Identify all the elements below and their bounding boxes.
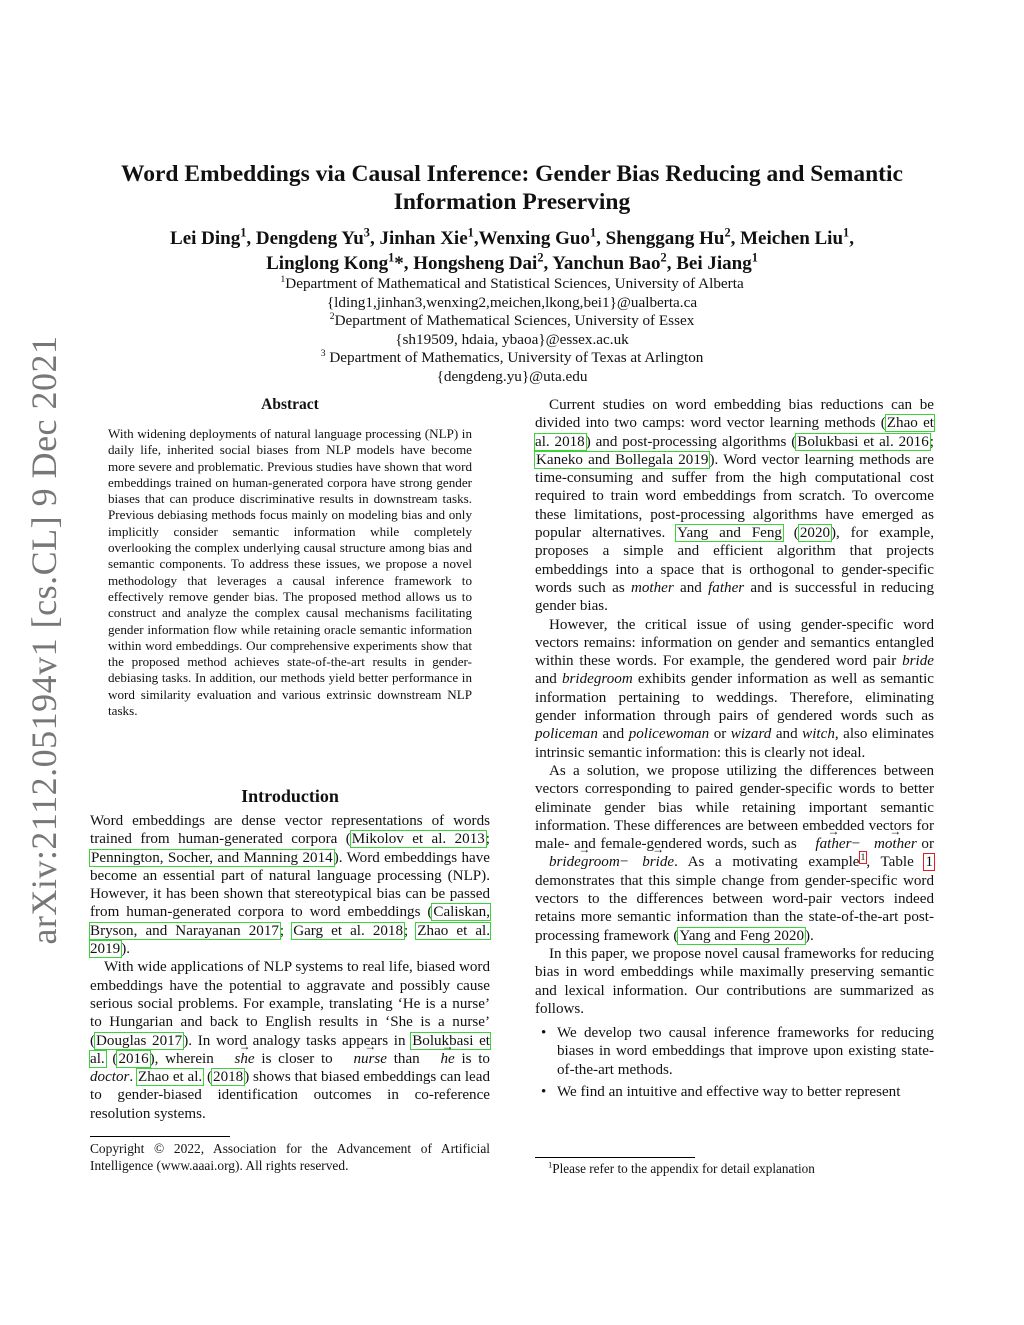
citation-link[interactable]: Pennington, Socher, and Manning 2014 xyxy=(91,849,333,866)
affiliation-email: {lding1,jinhan3,wenxing2,meichen,lkong,bei1}@ualberta.ca xyxy=(326,293,698,311)
citation-link[interactable]: Bolukbasi et al. xyxy=(90,1032,490,1067)
author-name: , Jinhan Xie xyxy=(369,228,468,249)
citation-link[interactable]: Kaneko and Bollegala 2019 xyxy=(536,451,709,468)
text: and is successful in reducing gender bias. xyxy=(535,579,934,615)
italic-term: policeman xyxy=(535,726,598,743)
footnote-divider xyxy=(535,1157,695,1158)
vector-term: → he xyxy=(426,1050,454,1068)
text: ), wherein xyxy=(149,1050,221,1067)
citation-link[interactable]: Zhao et al. 2018 xyxy=(535,415,934,450)
text: Current studies on word embedding bias reductions can be divided into two camps: word vector learning methods ( xyxy=(535,397,934,432)
italic-term: father xyxy=(708,579,745,596)
text: demonstrates that this simple change from gender-specific word vectors to the differences between word-pair vectors indeed retains more semantic information than the state-of-the-art post-processing framework ( xyxy=(535,872,934,944)
text: ). In word analogy tasks appears in xyxy=(183,1032,412,1049)
citation-link[interactable]: 2016 xyxy=(118,1050,149,1067)
copyright-divider xyxy=(90,1136,230,1137)
text: As a solution, we propose utilizing the differences between vectors corresponding to paired gender-specific words to better eliminate gender bias while retaining important semantic information. These differences are between embedded vectors for male- and female-gendered words, such as xyxy=(535,762,934,853)
author-list xyxy=(90,226,934,276)
section-heading-introduction: Introduction xyxy=(241,786,339,806)
text: ). xyxy=(121,941,130,958)
copyright-notice: Copyright © 2022, Association for the Advancement of Artificial Intelligence (www.aaai.org). All rights reserved. xyxy=(90,1141,490,1173)
vector-term: → she xyxy=(221,1050,255,1068)
text: ) shows that biased embeddings can lead to gender-biased identification outcomes in co-reference resolution systems. xyxy=(90,1069,490,1122)
citation-link[interactable]: Zhao et al. 2019 xyxy=(90,922,490,958)
abstract-body xyxy=(108,426,472,719)
abstract-heading: Abstract xyxy=(261,396,319,413)
affil-mark: 2 xyxy=(329,310,335,322)
italic-term: policewoman xyxy=(628,726,710,743)
citation-link[interactable]: 2018 xyxy=(213,1069,244,1086)
author-affil-mark: 1 xyxy=(751,250,758,265)
text: ). Word vector learning methods are time-consuming and suffer from the high computational cost required to train word embeddings from scratch. To overcome these limitations, post-processing algorithms have emerged as popular alternatives. xyxy=(535,451,934,542)
list-item: • We develop two causal inference frameworks for reducing biases in word embeddings that improve upon existing state-of-the-art methods. xyxy=(535,1024,934,1079)
text: ), for example, proposes a simple and efficient algorithm that projects embeddings into a space that is orthogonal to gender-specific words such as xyxy=(535,525,934,596)
text: ( xyxy=(782,525,799,542)
author-name: Linglong Kong xyxy=(266,253,389,274)
author-affil-mark: 2 xyxy=(660,250,667,265)
introduction-left-column xyxy=(90,812,490,1123)
author-line-1 xyxy=(90,226,934,251)
citation-link[interactable]: Caliskan, Bryson, and Narayanan 2017 xyxy=(90,904,490,939)
author-name: , Yanchun Bao xyxy=(543,253,661,274)
affiliation-dept: Department of Mathematics, University of Texas at Arlington xyxy=(325,349,704,366)
author-affil-mark: 2 xyxy=(724,225,731,240)
text: than xyxy=(386,1050,427,1067)
paragraph xyxy=(535,616,934,762)
paragraph xyxy=(535,762,934,945)
text: ; xyxy=(929,433,934,450)
author-name: ,Wenxing Guo xyxy=(473,228,590,249)
affil-mark: 1 xyxy=(280,273,286,285)
citation-link[interactable]: Zhao et al. xyxy=(138,1069,203,1086)
author-affil-mark: 1 xyxy=(589,225,597,240)
affiliation-dept: Department of Mathematical and Statistical Sciences, University of Alberta xyxy=(285,275,744,292)
text: ). Word embeddings have become an essential part of natural language processing (NLP). However, it has been shown that stereotypical bias can be passed from human-generated corpora to word embeddings ( xyxy=(90,849,490,921)
italic-term: mother xyxy=(630,579,674,596)
author-affil-mark: 1 xyxy=(240,225,247,240)
affiliation-email: {sh19509, hdaia, ybaoa}@essex.ac.uk xyxy=(395,330,629,348)
citation-link[interactable]: Garg et al. 2018 xyxy=(293,922,404,939)
italic-term: bride xyxy=(902,653,934,670)
text: ; xyxy=(485,831,490,848)
footnote-text: Please refer to the appendix for detail explanation xyxy=(552,1161,815,1176)
arxiv-identifier: arXiv:2112.05194v1 [cs.CL] 9 Dec 2021 xyxy=(24,335,64,945)
text: . xyxy=(129,1069,137,1086)
author-affil-mark: 3 xyxy=(363,225,370,240)
footnote xyxy=(548,1160,934,1177)
title-line-1: Word Embeddings via Causal Inference: Gender Bias Reducing and Semantic xyxy=(121,161,903,187)
citation-link[interactable]: Mikolov et al. 2013 xyxy=(351,831,485,848)
citation-link[interactable]: Yang and Feng 2020 xyxy=(679,927,805,944)
text: Word embeddings are dense vector representations of words trained from human-generated corpora ( xyxy=(90,813,490,848)
text: and xyxy=(673,579,709,596)
paragraph xyxy=(90,812,490,958)
abstract-text: With widening deployments of natural language processing (NLP) in daily life, inherited social biases from NLP models have become more severe and problematic. Previous studies have shown that word embeddings trained on human-generated corpora have strong gender biases that can produce discriminative results in downstream tasks. Previous debiasing methods focus mainly on modeling bias and only implicitly consider semantic information while completely overlooking the complex underlying causal structure among bias and semantic components. To address these issues, we propose a novel methodology that leverages a causal inference framework to effectively remove gender bias. The proposed method allows us to construct and analyze the complex causal mechanisms facilitating gender information flow while retaining oracle semantic information within word embeddings. Our comprehensive experiments show that the proposed method achieves state-of-the-art results in gender-debiasing tasks. In addition, our methods yield better performance in word similarity evaluation and various extrinsic downstream NLP tasks. xyxy=(108,426,472,719)
paper-title xyxy=(90,160,934,216)
text: exhibits gender information as well as semantic information pertaining to weddings. Therefore, eliminating gender information through pairs of gendered words such as xyxy=(535,671,934,725)
author-affil-mark: 1 xyxy=(467,225,474,240)
vector-term: → father xyxy=(801,835,851,853)
author-separator: , xyxy=(849,228,854,249)
citation-link[interactable]: Bolukbasi et al. 2016 xyxy=(797,433,929,450)
author-affil-mark: 1 xyxy=(843,225,850,240)
minus-sign: − xyxy=(619,854,629,871)
italic-term: wizard xyxy=(730,726,772,743)
author-line-2 xyxy=(90,251,934,276)
minus-sign: − xyxy=(851,836,860,853)
author-name: , Bei Jiang xyxy=(666,253,752,274)
text: and xyxy=(771,726,803,743)
text: , Table xyxy=(866,854,925,871)
italic-term: doctor xyxy=(90,1069,130,1086)
vector-term: → mother xyxy=(860,835,917,853)
text: ( xyxy=(203,1069,213,1086)
text: ; xyxy=(279,922,293,939)
author-affil-mark: 2 xyxy=(537,250,544,265)
affiliation-dept: Department of Mathematical Sciences, University of Essex xyxy=(334,312,695,329)
paragraph xyxy=(535,396,934,616)
corresponding-mark: * xyxy=(394,253,404,274)
italic-term: witch xyxy=(802,726,835,743)
text: ( xyxy=(105,1050,118,1067)
text: ) and post-processing algorithms ( xyxy=(585,433,797,450)
citation-link[interactable]: Douglas 2017 xyxy=(96,1032,183,1049)
affiliation-email: {dengdeng.yu}@uta.edu xyxy=(436,367,588,385)
author-name: , Meichen Liu xyxy=(730,228,844,249)
text: is to xyxy=(454,1050,490,1067)
affiliation-2 xyxy=(90,312,934,331)
author-affil-mark: 1 xyxy=(388,250,395,265)
paragraph: In this paper, we propose novel causal frameworks for reducing bias in word embeddings while maximally preserving semantic and lexical information. Our contributions are summarized as follows. xyxy=(535,945,934,1017)
vector-term: → bridegroom xyxy=(535,853,620,871)
affiliation-3 xyxy=(90,349,934,368)
author-name: Lei Ding xyxy=(170,228,241,249)
affiliations xyxy=(90,275,934,386)
text: ; xyxy=(404,922,417,939)
citation-link[interactable]: Yang and Feng xyxy=(677,525,782,542)
footnote-link[interactable]: 1 xyxy=(860,852,866,864)
text: and xyxy=(535,671,562,688)
text: ). xyxy=(805,927,814,944)
author-name: , Hongsheng Dai xyxy=(403,253,538,274)
title-line-2: Information Preserving xyxy=(393,189,631,215)
footnote-mark: 1 xyxy=(548,1159,553,1170)
author-name: , Shenggang Hu xyxy=(596,228,725,249)
affiliation-1 xyxy=(90,275,934,294)
italic-term: bridegroom xyxy=(562,671,633,688)
affil-mark: 3 xyxy=(320,347,326,359)
citation-link[interactable]: 2020 xyxy=(799,525,831,542)
right-column xyxy=(535,396,934,1105)
text: However, the critical issue of using gender-specific word vectors remains: information on gender and semantics entangled within these words. For example, the gendered word pair xyxy=(535,616,934,670)
text: , also eliminates intrinsic semantic information: this is clearly not ideal. xyxy=(535,726,935,761)
text: and xyxy=(597,726,629,743)
text: With wide applications of NLP systems to real life, biased word embeddings have the potential to aggravate and possibly cause serious social problems. For example, translating ‘He is a nurse’ to Hungarian and back to English results in ‘She is a nurse’ ( xyxy=(90,959,490,1049)
contribution-list xyxy=(535,1024,934,1101)
text: . As a motivating example xyxy=(674,854,860,871)
text: is closer to xyxy=(254,1050,340,1067)
vector-term: → bride xyxy=(628,853,674,871)
text: or xyxy=(916,836,934,853)
vector-term: → nurse xyxy=(339,1050,387,1068)
paragraph xyxy=(90,958,490,1123)
table-reference-link[interactable]: 1 xyxy=(925,854,933,871)
text: or xyxy=(709,726,731,743)
author-name: , Dengdeng Yu xyxy=(246,228,364,249)
list-item: • We find an intuitive and effective way to better represent xyxy=(535,1083,934,1101)
